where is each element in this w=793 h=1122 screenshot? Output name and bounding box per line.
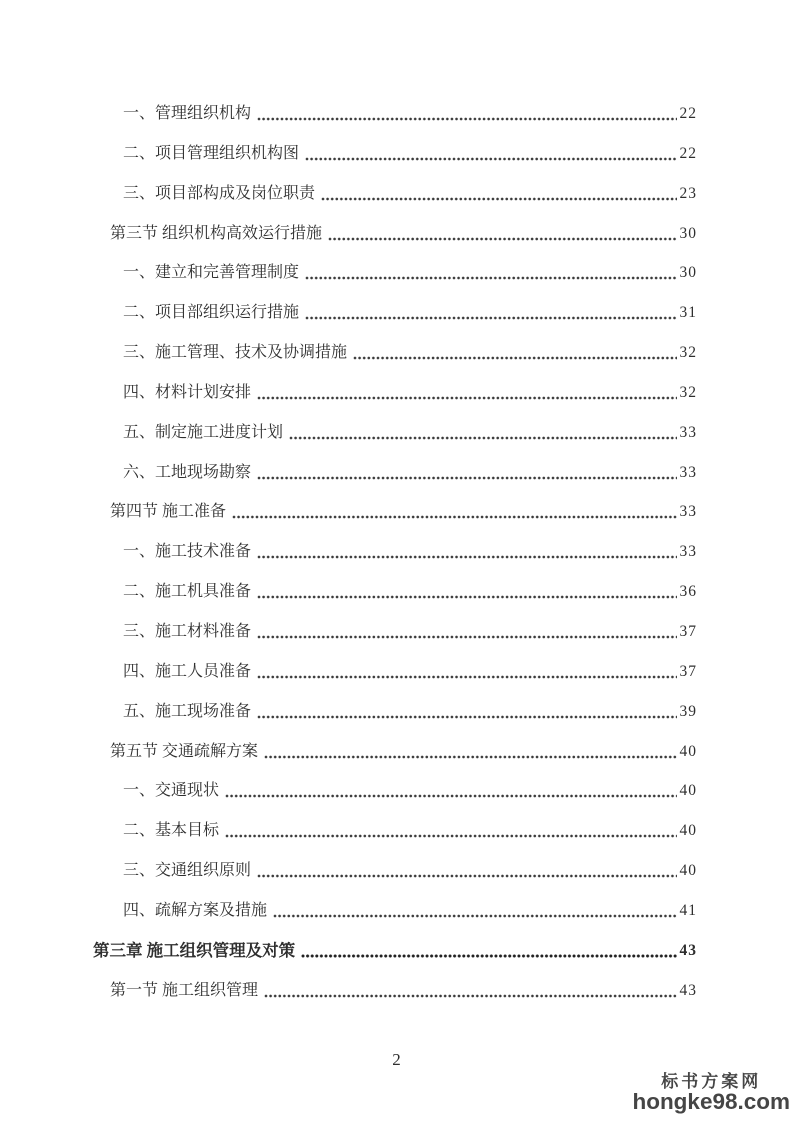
dot-leader: [232, 502, 676, 522]
toc-entry-title: 一、交通现状: [123, 782, 220, 800]
toc-entry: [93, 104, 697, 144]
toc-entry: [93, 901, 697, 941]
dot-leader: [225, 781, 676, 801]
toc-entry-title: 二、基本目标: [123, 822, 220, 840]
dot-leader: [305, 144, 676, 164]
toc-entry-title: 一、建立和完善管理制度: [123, 264, 300, 282]
toc-entry: [93, 423, 697, 463]
toc-entry-page: 43: [679, 941, 697, 959]
toc-entry-title: 第一节 施工组织管理: [110, 981, 259, 999]
toc-entry-page: 31: [679, 304, 697, 322]
dot-leader: [301, 941, 676, 961]
dot-leader: [353, 343, 676, 363]
toc-entry-page: 30: [679, 224, 697, 242]
toc-entry: [93, 742, 697, 782]
dot-leader: [225, 821, 676, 841]
dot-leader: [321, 184, 676, 204]
toc-entry-title: 四、施工人员准备: [123, 662, 252, 680]
watermark-site-url: hongke98.com: [632, 1089, 790, 1115]
dot-leader: [264, 981, 676, 1001]
toc-entry-title: 第三节 组织机构高效运行措施: [110, 224, 323, 242]
toc-entry: [93, 582, 697, 622]
toc-entry: [93, 861, 697, 901]
toc-entry-page: 33: [679, 423, 697, 441]
toc-entry: [93, 263, 697, 303]
dot-leader: [257, 582, 676, 602]
toc-entry: [93, 383, 697, 423]
toc-entry-page: 33: [679, 503, 697, 521]
toc-entry: [93, 622, 697, 662]
toc-entry-page: 30: [679, 264, 697, 282]
footer-page-number: 2: [392, 1050, 401, 1069]
dot-leader: [264, 742, 676, 762]
toc-entry-title: 三、交通组织原则: [123, 862, 252, 880]
toc-entry-title: 四、疏解方案及措施: [123, 901, 268, 919]
toc-entry-title: 三、施工管理、技术及协调措施: [123, 344, 348, 362]
toc-entry-page: 40: [679, 742, 697, 760]
toc-entry-page: 33: [679, 463, 697, 481]
toc-entry: [93, 662, 697, 702]
dot-leader: [289, 423, 676, 443]
toc-entry-title: 五、施工现场准备: [123, 702, 252, 720]
toc-entry-page: 22: [679, 144, 697, 162]
toc-entry: [93, 981, 697, 1021]
dot-leader: [328, 224, 676, 244]
toc-entry-page: 37: [679, 622, 697, 640]
toc-entry-title: 五、制定施工进度计划: [123, 423, 284, 441]
dot-leader: [257, 463, 676, 483]
toc-entry-title: 三、施工材料准备: [123, 622, 252, 640]
toc-entry: [93, 821, 697, 861]
toc-entry-title: 一、管理组织机构: [123, 105, 252, 122]
toc-entry: [93, 224, 697, 264]
dot-leader: [257, 662, 676, 682]
dot-leader: [257, 104, 676, 124]
dot-leader: [257, 861, 676, 881]
toc-entry-page: 33: [679, 543, 697, 561]
toc-entry: [93, 781, 697, 821]
toc-entry: [93, 941, 697, 981]
toc-entry: [93, 303, 697, 343]
toc-entry-title: 第四节 施工准备: [110, 503, 227, 521]
toc-entry: [93, 463, 697, 503]
toc-entry-page: 36: [679, 583, 697, 601]
toc-entry: [93, 502, 697, 542]
toc-entry-page: 32: [679, 344, 697, 362]
toc-entry-page: 41: [679, 901, 697, 919]
toc-entry-title: 二、项目管理组织机构图: [123, 144, 300, 162]
watermark-site-name: 标书方案网: [661, 1071, 762, 1091]
toc-entry: [93, 144, 697, 184]
toc-entry-title: 一、施工技术准备: [123, 543, 252, 561]
dot-leader: [305, 303, 676, 323]
dot-leader: [257, 622, 676, 642]
toc-entry-title: 六、工地现场勘察: [123, 463, 252, 481]
toc-entry: [93, 184, 697, 224]
toc-entry-page: 39: [679, 702, 697, 720]
toc-entry-page: 40: [679, 822, 697, 840]
toc-entry-page: 40: [679, 862, 697, 880]
toc-entry-page: 22: [679, 105, 697, 122]
table-of-contents: [93, 104, 697, 1020]
toc-entry-page: 32: [679, 383, 697, 401]
toc-entry-page: 23: [679, 184, 697, 202]
dot-leader: [257, 542, 676, 562]
dot-leader: [257, 702, 676, 722]
toc-entry-title: 二、项目部组织运行措施: [123, 304, 300, 322]
dot-leader: [273, 901, 676, 921]
watermark: [632, 1073, 790, 1114]
toc-entry-title: 三、项目部构成及岗位职责: [123, 184, 316, 202]
toc-entry-title: 二、施工机具准备: [123, 583, 252, 601]
toc-entry-title: 第三章 施工组织管理及对策: [93, 940, 296, 960]
toc-entry-title: 四、材料计划安排: [123, 383, 252, 401]
toc-entry: [93, 343, 697, 383]
toc-entry-title: 第五节 交通疏解方案: [110, 742, 259, 760]
toc-entry: [93, 542, 697, 582]
toc-entry-page: 43: [679, 981, 697, 999]
dot-leader: [305, 263, 676, 283]
toc-entry-page: 40: [679, 782, 697, 800]
toc-entry: [93, 702, 697, 742]
dot-leader: [257, 383, 676, 403]
toc-entry-page: 37: [679, 662, 697, 680]
